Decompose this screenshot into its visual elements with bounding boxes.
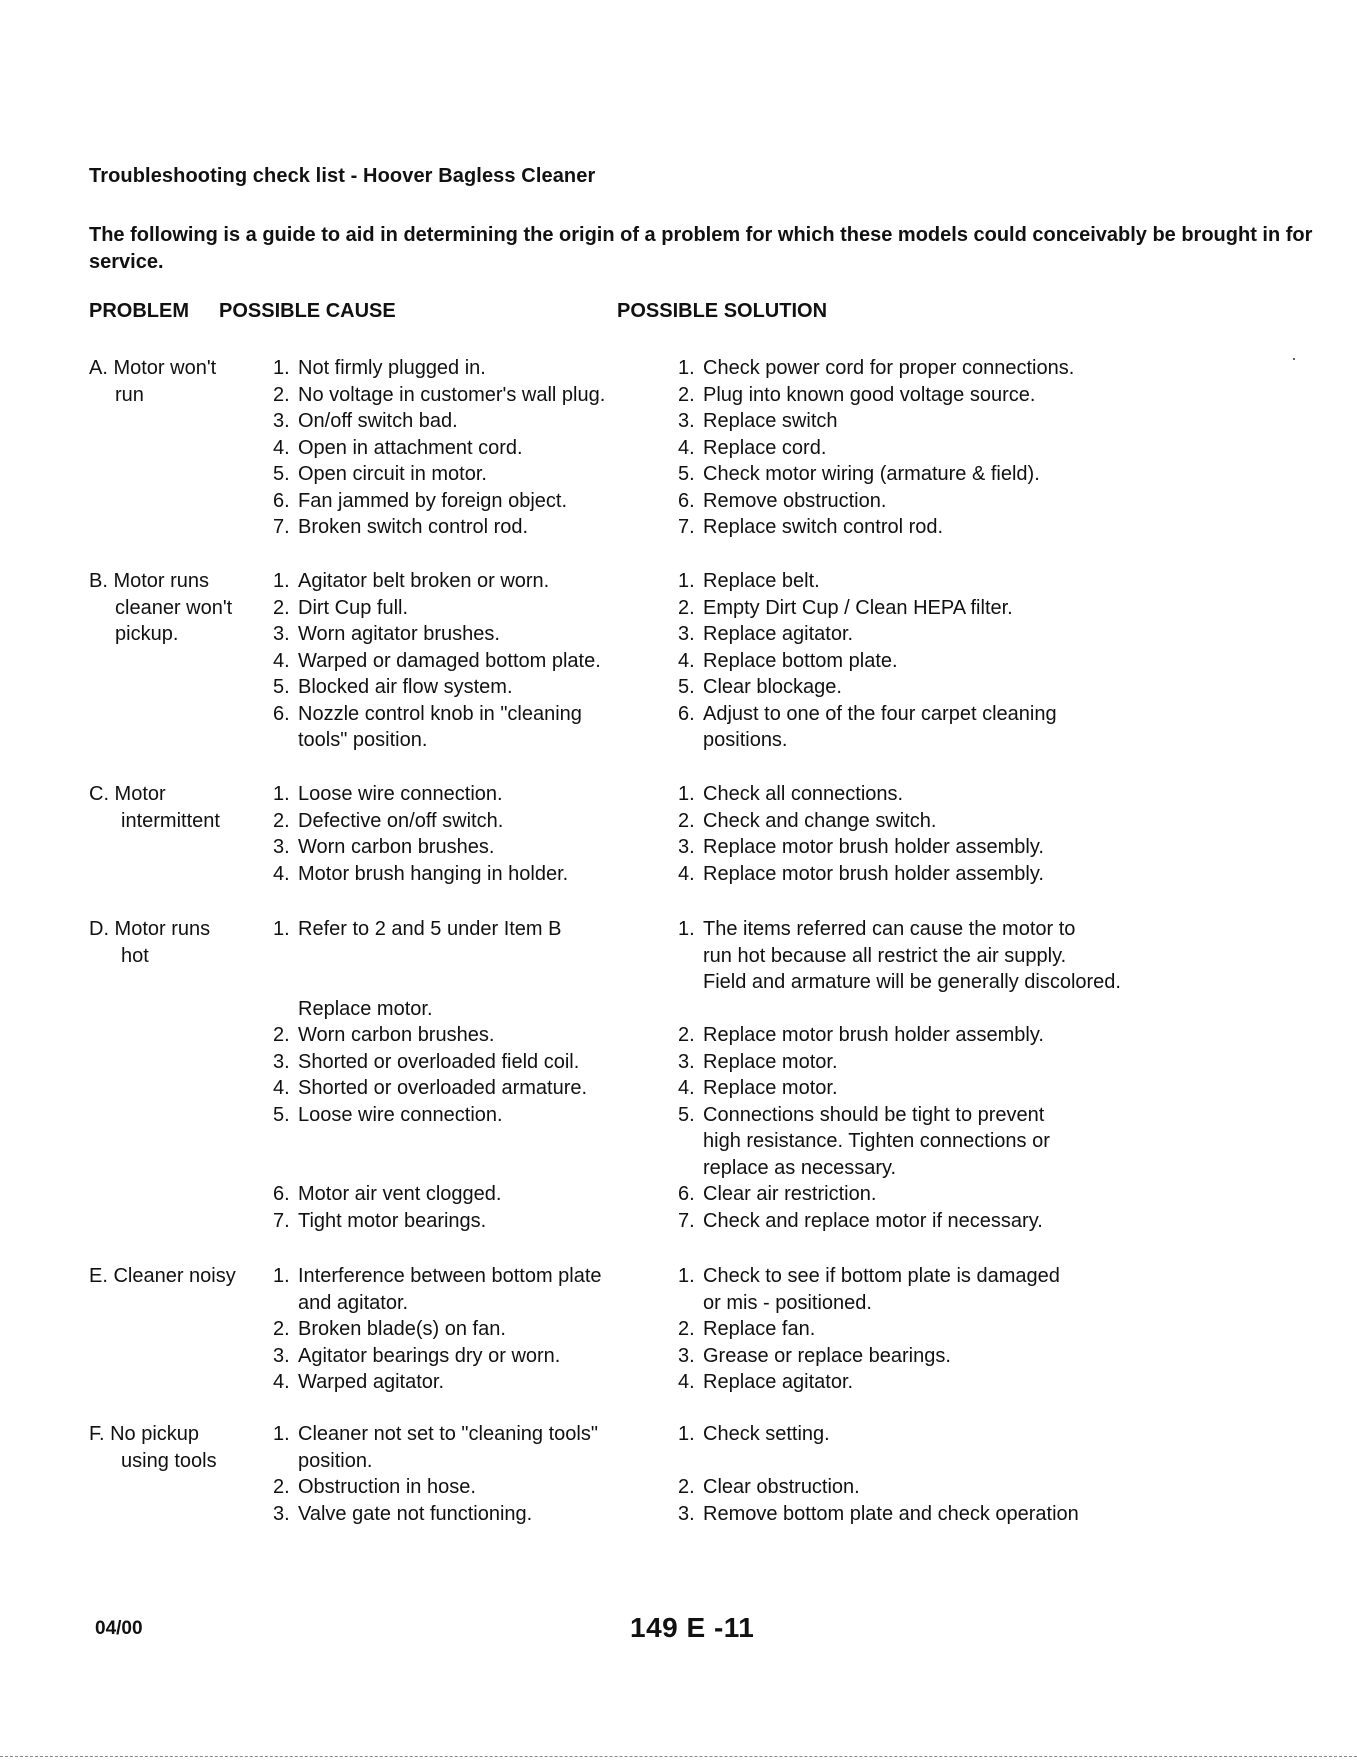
cause-item: [273, 568, 653, 595]
cause-list: [273, 1263, 653, 1396]
cause-text: No voltage in customer's wall plug.: [298, 383, 606, 406]
cause-number: 3.: [273, 410, 290, 432]
cause-number: 6.: [273, 1183, 290, 1205]
blank-line: [678, 996, 1198, 1023]
cause-text: Not firmly plugged in.: [298, 357, 486, 379]
solution-number: 3.: [678, 836, 695, 858]
solution-number: 3.: [678, 623, 695, 645]
cause-text: Open in attachment cord.: [298, 436, 523, 459]
solution-number: 7.: [678, 516, 695, 538]
problem-label: [89, 568, 269, 648]
solution-item: [678, 1075, 1198, 1102]
cause-item: [273, 595, 653, 622]
cause-list: [273, 568, 653, 754]
solution-item: [678, 488, 1198, 515]
solution-list: [678, 355, 1198, 541]
cause-item: [273, 808, 653, 835]
solution-text: Replace motor.: [703, 1050, 838, 1073]
problem-label-line: intermittent: [121, 809, 220, 832]
cause-text: Motor air vent clogged.: [298, 1183, 502, 1205]
document-title: Troubleshooting check list - Hoover Bagless Cleaner: [89, 165, 596, 187]
intro-paragraph: The following is a guide to aid in determining the origin of a problem for which these models could conceivably be brought in for service.: [89, 224, 1313, 273]
cause-text: Broken switch control rod.: [298, 516, 529, 538]
solution-text: Clear air restriction.: [703, 1183, 877, 1205]
cause-list: [273, 355, 653, 541]
cause-item: [273, 781, 653, 808]
solution-item: [678, 382, 1198, 409]
solution-item: [678, 1181, 1198, 1208]
problem-label: [89, 781, 269, 834]
cause-item: [273, 1501, 653, 1528]
solution-text: Replace motor brush holder assembly.: [703, 862, 1044, 885]
solution-text: Replace switch control rod.: [703, 516, 944, 538]
solution-list: [678, 781, 1198, 887]
cause-text: Replace motor.: [298, 997, 433, 1020]
solution-text: Check setting.: [703, 1423, 830, 1445]
cause-number: 3.: [273, 836, 290, 858]
cause-number: 3.: [273, 1344, 290, 1367]
cause-item: [273, 861, 653, 888]
solution-item: [678, 1102, 1198, 1182]
solution-text: Replace switch: [703, 410, 838, 432]
solution-text: Replace agitator.: [703, 623, 854, 645]
solution-item: [678, 834, 1198, 861]
cause-item: [273, 382, 653, 409]
problem-label-line: B. Motor runs: [89, 570, 210, 592]
blank-line: [273, 969, 653, 996]
problem-label-line: cleaner won't: [115, 596, 233, 619]
solution-text: Empty Dirt Cup / Clean HEPA filter.: [703, 596, 1013, 619]
cause-text-continued: tools" position.: [298, 729, 428, 751]
problem-label-line: D. Motor runs: [89, 918, 211, 940]
solution-item: [678, 648, 1198, 675]
cause-text: Shorted or overloaded armature.: [298, 1077, 588, 1099]
scan-edge-rule: [0, 1756, 1357, 1758]
solution-list: [678, 1263, 1198, 1396]
cause-number: 3.: [273, 623, 290, 645]
solution-list: [678, 1421, 1198, 1527]
solution-item: [678, 461, 1198, 488]
cause-text: Fan jammed by foreign object.: [298, 489, 568, 512]
cause-text: Valve gate not functioning.: [298, 1502, 533, 1525]
solution-item: [678, 1049, 1198, 1076]
solution-text: Replace motor.: [703, 1077, 838, 1099]
solution-number: 2.: [678, 596, 695, 619]
cause-number: 7.: [273, 1209, 290, 1232]
solution-text: Check motor wiring (armature & field).: [703, 463, 1040, 485]
solution-number: 1.: [678, 357, 695, 379]
cause-item: [273, 1421, 653, 1474]
solution-item: [678, 1022, 1198, 1049]
cause-item: [273, 1474, 653, 1501]
solution-text: Replace motor brush holder assembly.: [703, 836, 1044, 858]
footer-page-number: 149 E -11: [630, 1612, 755, 1643]
solution-text: The items referred can cause the motor to: [703, 918, 1076, 940]
solution-number: 4.: [678, 1371, 695, 1393]
cause-text: Cleaner not set to "cleaning tools": [298, 1423, 598, 1445]
cause-number: 4.: [273, 436, 290, 459]
cause-text: Blocked air flow system.: [298, 676, 513, 698]
cause-number: 5.: [273, 1103, 290, 1126]
solution-number: 3.: [678, 1050, 695, 1073]
problem-label: [89, 916, 269, 969]
cause-text: Broken blade(s) on fan.: [298, 1318, 506, 1340]
cause-text: Obstruction in hose.: [298, 1476, 476, 1498]
problem-label-line: F. No pickup: [89, 1423, 200, 1445]
cause-text: Warped or damaged bottom plate.: [298, 649, 601, 672]
blank-line: [273, 1155, 653, 1182]
solution-item: [678, 435, 1198, 462]
cause-item: [273, 1102, 653, 1129]
cause-list: [273, 781, 653, 887]
problem-label: [89, 355, 269, 408]
solution-text: Grease or replace bearings.: [703, 1344, 951, 1367]
cause-item: [273, 1263, 653, 1316]
solution-number: 1.: [678, 570, 695, 592]
cause-item: [273, 1316, 653, 1343]
cause-list: [273, 916, 653, 1234]
solution-number: 5.: [678, 463, 695, 485]
cause-number: 2.: [273, 383, 290, 406]
cause-text: Agitator belt broken or worn.: [298, 570, 550, 592]
solution-number: 4.: [678, 649, 695, 672]
cause-text: Warped agitator.: [298, 1371, 445, 1393]
cause-text: Dirt Cup full.: [298, 596, 409, 619]
solution-text: Adjust to one of the four carpet cleaning: [703, 702, 1057, 725]
cause-text: Worn agitator brushes.: [298, 623, 500, 645]
cause-number: 1.: [273, 357, 290, 379]
solution-text: Check power cord for proper connections.: [703, 357, 1075, 379]
cause-item: [273, 834, 653, 861]
cause-item: [273, 701, 653, 754]
solution-item: [678, 355, 1198, 382]
solution-item: [678, 861, 1198, 888]
solution-list: [678, 916, 1198, 1234]
cause-item: [273, 621, 653, 648]
footer-date: 04/00: [95, 1618, 143, 1639]
cause-item: [273, 408, 653, 435]
cause-item: [273, 461, 653, 488]
solution-number: 4.: [678, 1077, 695, 1099]
cause-number: 4.: [273, 862, 290, 885]
problem-label-line: E. Cleaner noisy: [89, 1265, 236, 1287]
cause-number: 4.: [273, 649, 290, 672]
solution-number: 7.: [678, 1209, 695, 1232]
solution-number: 4.: [678, 436, 695, 459]
solution-number: 1.: [678, 1423, 695, 1445]
solution-text: Check and replace motor if necessary.: [703, 1209, 1043, 1232]
cause-item: [273, 648, 653, 675]
solution-item: [678, 1369, 1198, 1396]
solution-item: [678, 1421, 1198, 1448]
solution-item: [678, 1474, 1198, 1501]
problem-label-line: run: [115, 383, 144, 406]
blank-line: [273, 943, 653, 970]
problem-label-line: pickup.: [115, 623, 179, 645]
cause-text: Agitator bearings dry or worn.: [298, 1344, 561, 1367]
solution-text: Check all connections.: [703, 783, 904, 805]
cause-number: 1.: [273, 1265, 290, 1287]
cause-number: 3.: [273, 1502, 290, 1525]
solution-item: [678, 568, 1198, 595]
solution-number: 1.: [678, 1265, 695, 1287]
solution-item: [678, 1316, 1198, 1343]
solution-number: 5.: [678, 676, 695, 698]
problem-label: [89, 1421, 269, 1474]
cause-number: 6.: [273, 702, 290, 725]
solution-item: [678, 408, 1198, 435]
solution-number: 5.: [678, 1103, 695, 1126]
solution-text: Plug into known good voltage source.: [703, 383, 1036, 406]
solution-text: Replace agitator.: [703, 1371, 854, 1393]
solution-number: 1.: [678, 918, 695, 940]
solution-text: Replace cord.: [703, 436, 827, 459]
cause-item: [273, 1049, 653, 1076]
cause-number: 2.: [273, 1318, 290, 1340]
cause-list: [273, 1421, 653, 1527]
cause-text: Open circuit in motor.: [298, 463, 487, 485]
cause-number: 4.: [273, 1077, 290, 1099]
solution-text: Replace fan.: [703, 1318, 816, 1340]
solution-item: [678, 781, 1198, 808]
cause-text: Loose wire connection.: [298, 1103, 503, 1126]
blank-line: [678, 1448, 1198, 1475]
solution-text: Replace belt.: [703, 570, 820, 592]
cause-item: [273, 435, 653, 462]
solution-number: 2.: [678, 1318, 695, 1340]
solution-item: [678, 1263, 1198, 1316]
solution-number: 2.: [678, 1476, 695, 1498]
solution-item: [678, 621, 1198, 648]
solution-number: 6.: [678, 1183, 695, 1205]
solution-number: 3.: [678, 1344, 695, 1367]
problem-label-line: A. Motor won't: [89, 357, 217, 379]
cause-number: 7.: [273, 516, 290, 538]
solution-item: [678, 1208, 1198, 1235]
solution-text-continued: run hot because all restrict the air supply.: [703, 944, 1067, 967]
solution-number: 2.: [678, 809, 695, 832]
solution-text: Check and change switch.: [703, 809, 937, 832]
cause-number: 2.: [273, 1476, 290, 1498]
cause-text-continued: position.: [298, 1449, 373, 1472]
cause-item: [273, 488, 653, 515]
cause-number: 4.: [273, 1371, 290, 1393]
problem-label-line: C. Motor: [89, 783, 166, 805]
cause-item: [273, 355, 653, 382]
cause-number: 6.: [273, 489, 290, 512]
cause-item: [273, 1075, 653, 1102]
cause-text: Loose wire connection.: [298, 783, 503, 805]
solution-text: Replace motor brush holder assembly.: [703, 1024, 1044, 1046]
solution-text: Clear blockage.: [703, 676, 842, 698]
solution-text: Clear obstruction.: [703, 1476, 860, 1498]
solution-item: [678, 1501, 1198, 1528]
solution-number: 6.: [678, 702, 695, 725]
header-problem: PROBLEM: [89, 300, 189, 322]
solution-number: 3.: [678, 410, 695, 432]
solution-number: 2.: [678, 1024, 695, 1046]
cause-number: 2.: [273, 596, 290, 619]
cause-text-continued: and agitator.: [298, 1291, 409, 1314]
cause-text: Tight motor bearings.: [298, 1209, 487, 1232]
cause-number: 1.: [273, 1423, 290, 1445]
solution-text-continued: positions.: [703, 729, 788, 751]
cause-number: 3.: [273, 1050, 290, 1073]
blank-line: [273, 1128, 653, 1155]
cause-number: 2.: [273, 1024, 290, 1046]
problem-label-line: using tools: [121, 1449, 217, 1472]
problem-label-line: hot: [121, 944, 149, 967]
cause-number: 2.: [273, 809, 290, 832]
solution-text: Remove bottom plate and check operation: [703, 1502, 1079, 1525]
solution-item: [678, 916, 1198, 996]
scan-speck: [1293, 358, 1295, 360]
solution-item: [678, 674, 1198, 701]
solution-text: Connections should be tight to prevent: [703, 1103, 1045, 1126]
cause-item: [273, 1022, 653, 1049]
solution-text-continued: Field and armature will be generally discolored.: [703, 971, 1121, 993]
solution-text-continued: high resistance. Tighten connections or: [703, 1130, 1050, 1152]
cause-text: Worn carbon brushes.: [298, 836, 495, 858]
solution-item: [678, 701, 1198, 754]
cause-number: 5.: [273, 463, 290, 485]
cause-text: Motor brush hanging in holder.: [298, 862, 569, 885]
solution-number: 6.: [678, 489, 695, 512]
solution-text: Remove obstruction.: [703, 489, 887, 512]
solution-text-continued: replace as necessary.: [703, 1156, 897, 1179]
solution-item: [678, 595, 1198, 622]
cause-item: [273, 1208, 653, 1235]
solution-number: 3.: [678, 1502, 695, 1525]
solution-text-continued: or mis - positioned.: [703, 1291, 872, 1314]
cause-text: Worn carbon brushes.: [298, 1024, 495, 1046]
cause-text: On/off switch bad.: [298, 410, 458, 432]
cause-item: [273, 1181, 653, 1208]
cause-text: Defective on/off switch.: [298, 809, 504, 832]
cause-number: 1.: [273, 570, 290, 592]
solution-text: Replace bottom plate.: [703, 649, 898, 672]
cause-text: Refer to 2 and 5 under Item B: [298, 918, 562, 940]
cause-text: Interference between bottom plate: [298, 1265, 602, 1287]
cause-number: 1.: [273, 918, 290, 940]
cause-item: [273, 674, 653, 701]
solution-list: [678, 568, 1198, 754]
solution-item: [678, 808, 1198, 835]
cause-text: Shorted or overloaded field coil.: [298, 1050, 580, 1073]
solution-text: Check to see if bottom plate is damaged: [703, 1265, 1060, 1287]
header-possible-solution: POSSIBLE SOLUTION: [617, 300, 828, 322]
cause-item: [273, 996, 653, 1023]
problem-label: [89, 1263, 269, 1290]
solution-number: 4.: [678, 862, 695, 885]
solution-number: 1.: [678, 783, 695, 805]
cause-number: 1.: [273, 783, 290, 805]
solution-number: 2.: [678, 383, 695, 406]
cause-number: 5.: [273, 676, 290, 698]
cause-item: [273, 1343, 653, 1370]
cause-text: Nozzle control knob in "cleaning: [298, 702, 582, 725]
solution-item: [678, 1343, 1198, 1370]
solution-item: [678, 514, 1198, 541]
cause-item: [273, 1369, 653, 1396]
cause-item: [273, 916, 653, 943]
cause-item: [273, 514, 653, 541]
header-possible-cause: POSSIBLE CAUSE: [219, 300, 396, 322]
